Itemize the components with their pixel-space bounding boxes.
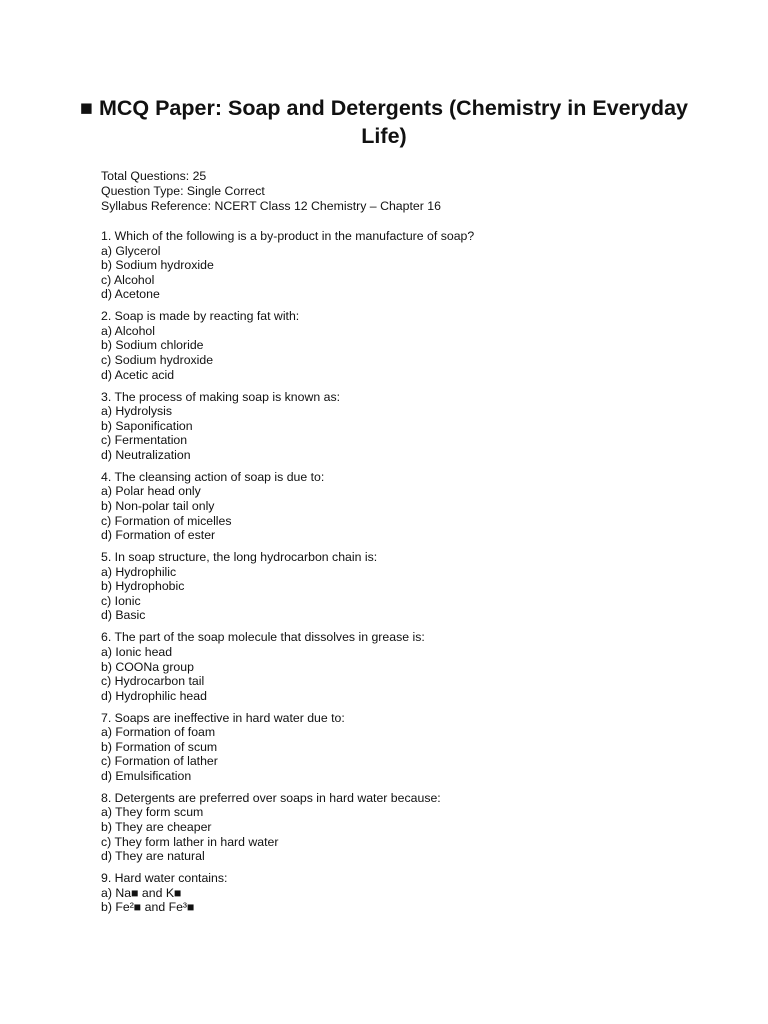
question-6: [101, 630, 701, 703]
option-d: d) They are natural: [101, 849, 205, 864]
question-stem: 8. Detergents are preferred over soaps in hard water because:: [101, 790, 441, 805]
option-a: a) Na■ and K■: [101, 885, 182, 900]
option-c: c) Fermentation: [101, 433, 188, 448]
question-9: [101, 871, 701, 915]
option-d: d) Hydrophilic head: [101, 688, 207, 703]
syllabus-reference: Syllabus Reference: NCERT Class 12 Chemistry – Chapter 16: [101, 199, 441, 213]
total-questions: Total Questions: 25: [101, 169, 207, 183]
option-d: d) Emulsification: [101, 768, 192, 783]
question-8: [101, 791, 701, 864]
question-5: [101, 550, 701, 623]
option-c: c) They form lather in hard water: [101, 834, 279, 849]
option-a: a) Ionic head: [101, 644, 173, 659]
question-4: [101, 470, 701, 543]
page-title: ■ MCQ Paper: Soap and Detergents (Chemistry in Everyday Life): [80, 96, 688, 148]
option-c: c) Ionic: [101, 593, 141, 608]
option-d: d) Acetone: [101, 287, 160, 302]
option-a: a) Formation of foam: [101, 725, 216, 740]
option-c: c) Alcohol: [101, 272, 155, 287]
option-b: b) Fe²■ and Fe³■: [101, 900, 195, 915]
option-a: a) Polar head only: [101, 484, 201, 499]
question-stem: 4. The cleansing action of soap is due to:: [101, 469, 325, 484]
question-list: [101, 229, 701, 922]
paper-info: [101, 169, 441, 214]
option-c: c) Formation of lather: [101, 754, 218, 769]
question-stem: 7. Soaps are ineffective in hard water due to:: [101, 710, 345, 725]
option-d: d) Basic: [101, 608, 146, 623]
question-stem: 5. In soap structure, the long hydrocarbon chain is:: [101, 550, 378, 565]
option-a: a) Glycerol: [101, 243, 161, 258]
question-stem: 6. The part of the soap molecule that dissolves in grease is:: [101, 630, 425, 645]
option-b: b) Non-polar tail only: [101, 498, 215, 513]
option-a: a) Hydrophilic: [101, 564, 177, 579]
option-a: a) Alcohol: [101, 323, 156, 338]
option-b: b) Sodium hydroxide: [101, 258, 214, 273]
option-d: d) Neutralization: [101, 447, 191, 462]
question-2: [101, 309, 701, 382]
option-c: c) Hydrocarbon tail: [101, 674, 205, 689]
option-b: b) Sodium chloride: [101, 338, 204, 353]
option-b: b) They are cheaper: [101, 820, 212, 835]
option-b: b) COONa group: [101, 659, 194, 674]
option-b: b) Formation of scum: [101, 739, 218, 754]
option-d: d) Formation of ester: [101, 528, 216, 543]
option-a: a) Hydrolysis: [101, 404, 173, 419]
question-stem: 2. Soap is made by reacting fat with:: [101, 309, 300, 324]
question-stem: 3. The process of making soap is known as:: [101, 389, 341, 404]
option-c: c) Formation of micelles: [101, 513, 232, 528]
question-1: [101, 229, 701, 302]
question-7: [101, 711, 701, 784]
option-c: c) Sodium hydroxide: [101, 353, 214, 368]
question-3: [101, 390, 701, 463]
option-a: a) They form scum: [101, 805, 204, 820]
question-stem: 1. Which of the following is a by-product in the manufacture of soap?: [101, 229, 475, 243]
option-b: b) Saponification: [101, 418, 193, 433]
question-type: Question Type: Single Correct: [101, 184, 265, 198]
question-stem: 9. Hard water contains:: [101, 871, 228, 886]
option-d: d) Acetic acid: [101, 367, 175, 382]
option-b: b) Hydrophobic: [101, 579, 185, 594]
